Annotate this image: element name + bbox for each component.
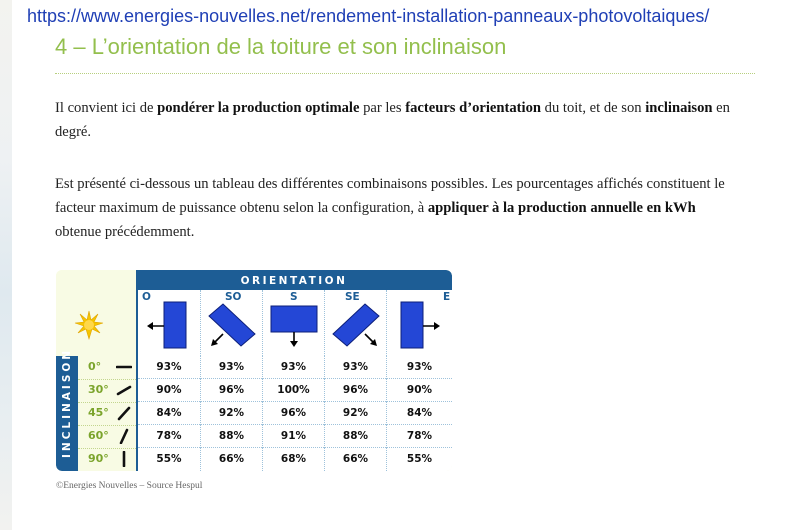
row-header-45 xyxy=(78,402,136,426)
orientation-header-row xyxy=(136,290,452,356)
window-edge-strip xyxy=(0,0,12,530)
paragraph-intro-bold-3: inclinaison xyxy=(645,100,713,116)
table-cell: 84% xyxy=(138,402,200,425)
heading-divider xyxy=(55,73,755,74)
paragraph-intro-text-4: en degré. xyxy=(55,100,730,140)
row-header-0 xyxy=(78,356,136,380)
angle-label: 30° xyxy=(88,383,109,396)
table-cell: 92% xyxy=(200,402,262,425)
table-cell: 88% xyxy=(200,425,262,448)
panel-southwest-icon xyxy=(201,298,263,356)
table-cell: 93% xyxy=(200,356,262,379)
table-cell: 96% xyxy=(262,402,324,425)
inclination-label: INCLINAISON xyxy=(61,347,73,458)
panel-west-icon xyxy=(138,298,200,356)
table-cell: 96% xyxy=(200,379,262,402)
table-cell: 90% xyxy=(386,379,452,402)
paragraph-table-intro xyxy=(55,172,745,244)
paragraph-table-text-2: obtenue précédemment. xyxy=(55,224,195,240)
section-heading: 4 – L’orientation de la toiture et son inclinaison xyxy=(55,34,507,59)
table-cell: 100% xyxy=(262,379,324,402)
angle-label: 90° xyxy=(88,452,109,465)
row-header-30 xyxy=(78,379,136,403)
paragraph-intro-text-2: par les xyxy=(359,100,406,116)
table-cell: 93% xyxy=(138,356,200,379)
orientation-col-e xyxy=(386,290,452,356)
orientation-col-so xyxy=(200,290,263,356)
orientation-label-o: O xyxy=(142,291,151,303)
table-cell: 93% xyxy=(386,356,452,379)
orientation-label-e: E xyxy=(443,291,451,303)
table-cell: 68% xyxy=(262,448,324,471)
url-text: https://www.energies-nouvelles.net/rendement-installation-panneaux-photovoltaiques/ xyxy=(27,6,710,26)
angle-label: 60° xyxy=(88,429,109,442)
inclination-90-icon xyxy=(116,451,132,467)
row-header-90 xyxy=(78,448,136,471)
table-cell: 93% xyxy=(262,356,324,379)
table-cell: 66% xyxy=(324,448,386,471)
orientation-inclination-table xyxy=(56,270,452,471)
angle-label: 0° xyxy=(88,360,102,373)
paragraph-intro xyxy=(55,96,745,144)
orientation-col-s xyxy=(262,290,325,356)
inclination-60-icon xyxy=(116,428,132,444)
paragraph-intro-text-1: Il convient ici de xyxy=(55,100,158,116)
orientation-label-so: SO xyxy=(225,291,242,303)
orientation-band: ORIENTATION xyxy=(136,270,452,290)
panel-east-icon xyxy=(387,298,449,356)
table-corner xyxy=(56,270,136,356)
row-header-60 xyxy=(78,425,136,449)
panel-southeast-icon xyxy=(325,298,387,356)
orientation-label-s: S xyxy=(290,291,298,303)
paragraph-intro-bold-2: facteurs d’orientation xyxy=(405,100,542,116)
image-caption: ©Energies Nouvelles – Source Hespul xyxy=(56,481,203,491)
paragraph-intro-bold-1: pondérer la production optimale xyxy=(157,100,360,116)
paragraph-table-bold-1: appliquer à la production annuelle en kWh xyxy=(427,200,696,216)
table-cell: 78% xyxy=(386,425,452,448)
paragraph-table-text-1: Est présenté ci-dessous un tableau des différentes combinaisons possibles. Les pourcentages affichés constituent le facteur maximum de puissance obtenu selon la configuration, à xyxy=(55,176,725,216)
table-cell: 84% xyxy=(386,402,452,425)
table-cell: 78% xyxy=(138,425,200,448)
orientation-col-se xyxy=(324,290,387,356)
inclination-0-icon xyxy=(116,359,132,375)
values-grid xyxy=(136,356,452,471)
orientation-col-o xyxy=(138,290,200,356)
panel-south-icon xyxy=(263,298,325,356)
sun-icon xyxy=(74,310,104,340)
table-cell: 90% xyxy=(138,379,200,402)
inclination-45-icon xyxy=(116,405,132,421)
table-cell: 93% xyxy=(324,356,386,379)
table-cell: 92% xyxy=(324,402,386,425)
orientation-label-se: SE xyxy=(345,291,360,303)
table-cell: 66% xyxy=(200,448,262,471)
angle-label: 45° xyxy=(88,406,109,419)
table-cell: 55% xyxy=(386,448,452,471)
paragraph-intro-text-3: du toit, et de son xyxy=(541,100,646,116)
table-cell: 96% xyxy=(324,379,386,402)
table-cell: 91% xyxy=(262,425,324,448)
table-cell: 55% xyxy=(156,453,182,465)
table-cell: 88% xyxy=(324,425,386,448)
inclination-30-icon xyxy=(116,382,132,398)
